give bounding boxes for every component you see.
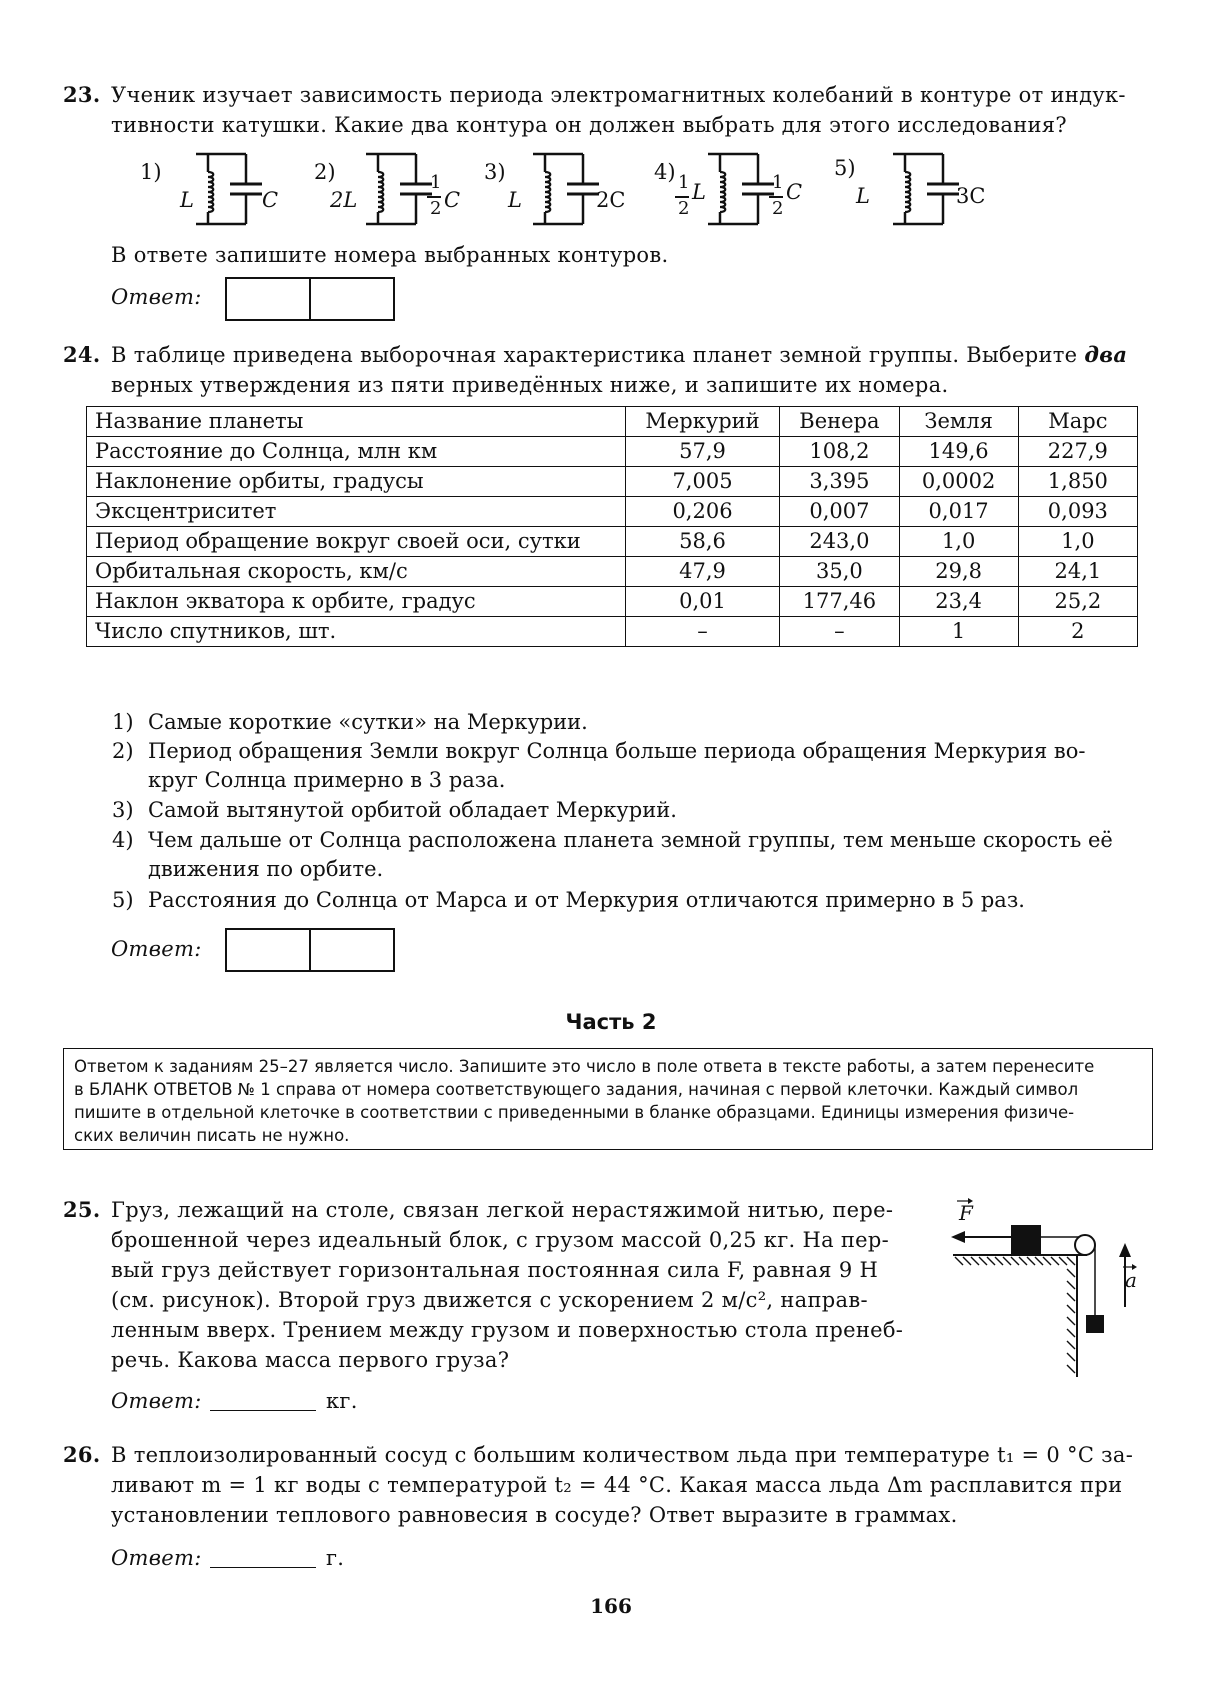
q24-text [63,340,1173,400]
q24-line2: верных утверждения из пяти приведённых ниже, и запишите их номера. [111,373,949,397]
q24-answer-label: Ответ: [111,937,202,961]
circuit-4-frac-num-right: 1 [772,172,784,193]
table-cell: Расстояние до Солнца, млн км [87,437,626,467]
table-cell: Эксцентриситет [87,497,626,527]
q24-number: 24. [63,342,101,367]
circuit-4-number: 4) [654,160,676,184]
q23-answer-cell-2[interactable] [309,279,393,319]
table-cell: 0,017 [899,497,1018,527]
q23-answer-box[interactable] [225,277,395,321]
part2-info-box [63,1048,1153,1150]
q24-answer-box[interactable] [225,928,395,972]
circuit-2-frac-den: 2 [430,198,442,219]
info-line: ских величин писать не нужно. [74,1126,350,1145]
circuit-3 [533,154,599,224]
table-cell: 7,005 [625,467,780,497]
circuit-4-left: L [692,180,706,204]
info-line: в БЛАНК ОТВЕТОВ № 1 справа от номера соответствующего задания, начиная с первой клеточки. Каждый символ [74,1080,1079,1099]
statement-1: 1) Самые короткие «сутки» на Меркурии. [112,710,588,734]
table-row [87,497,1138,527]
q26-answer-label: Ответ: [111,1546,202,1570]
table-cell: 1 [899,617,1018,647]
q23-instruction: В ответе запишите номера выбранных контуров. [111,243,669,267]
table-cell: 149,6 [899,437,1018,467]
table-cell: 2 [1018,617,1137,647]
table-cell: 108,2 [780,437,899,467]
statement-2: 2) Период обращения Земли вокруг Солнца больше периода обращения Меркурия во- круг Солнца примерно в 3 раза. [112,739,1086,792]
q26-line: установлении теплового равновесия в сосуде? Ответ выразите в граммах. [111,1503,958,1527]
q25-answer-label: Ответ: [111,1389,202,1413]
table-cell: 35,0 [780,557,899,587]
table-row [87,527,1138,557]
table-cell: 243,0 [780,527,899,557]
table-cell: – [780,617,899,647]
table-row [87,617,1138,647]
table-cell: 0,01 [625,587,780,617]
statement-3: 3) Самой вытянутой орбитой обладает Меркурий. [112,798,677,822]
table-cell: 177,46 [780,587,899,617]
circuit-2-number: 2) [314,160,336,184]
circuit-1-number: 1) [140,160,162,184]
q24-line1: В таблице приведена выборочная характеристика планет земной группы. Выберите [111,343,1078,367]
circuit-2 [366,154,432,224]
q25-line: вый груз действует горизонтальная постоянная сила F, равная 9 Н [111,1258,879,1282]
block-2 [1086,1315,1104,1333]
q25-line: ленным вверх. Трением между грузом и поверхностью стола пренеб- [111,1318,904,1342]
q25-line: (см. рисунок). Второй груз движется с ускорением 2 м/с², направ- [111,1288,868,1312]
table-cell: 1,850 [1018,467,1137,497]
table-cell: – [625,617,780,647]
q26-answer-line[interactable] [210,1567,316,1568]
table-cell: 23,4 [899,587,1018,617]
q23-text [63,80,1173,140]
circuit-1-left: L [180,188,194,212]
table-row [87,557,1138,587]
q23-line2: тивности катушки. Какие два контура он должен выбрать для этого исследования? [111,113,1067,137]
pulley [1075,1235,1095,1255]
table-cell: 1,0 [899,527,1018,557]
circuit-3-number: 3) [484,160,506,184]
circuit-4-right: C [786,180,803,204]
part2-title: Часть 2 [565,1010,657,1034]
q26-answer-unit: г. [326,1546,345,1570]
circuit-1-right: C [262,188,279,212]
table-header: Меркурий [625,407,780,437]
circuit-1 [196,154,262,224]
table-header: Земля [899,407,1018,437]
table-row [87,437,1138,467]
table-cell: 29,8 [899,557,1018,587]
statement-5: 5) Расстояния до Солнца от Марса и от Меркурия отличаются примерно в 5 раз. [112,888,1025,912]
circuit-3-right: 2C [596,188,626,212]
page-number: 166 [590,1594,632,1618]
force-label: F [959,1201,973,1225]
circuit-4-frac-den-left: 2 [678,198,690,219]
circuit-4 [708,154,774,224]
block-1 [1011,1225,1041,1255]
table-cell: 0,007 [780,497,899,527]
q24-answer-cell-1[interactable] [227,930,309,970]
table-cell: Наклон экватора к орбите, градус [87,587,626,617]
q23-answer-label: Ответ: [111,285,202,309]
table-cell: 227,9 [1018,437,1137,467]
accel-label: a [1125,1268,1137,1292]
q26-text [63,1440,1173,1530]
table-cell: Число спутников, шт. [87,617,626,647]
table-cell: Орбитальная скорость, км/с [87,557,626,587]
q23-answer-cell-1[interactable] [227,279,309,319]
table-cell: 25,2 [1018,587,1137,617]
table-cell: Наклонение орбиты, градусы [87,467,626,497]
circuit-5-right: 3C [956,184,986,208]
table-row [87,587,1138,617]
table-row [87,467,1138,497]
q24-answer-cell-2[interactable] [309,930,393,970]
circuit-4-frac-num-left: 1 [678,172,690,193]
circuit-4-frac-den-right: 2 [772,198,784,219]
table-header: Венера [780,407,899,437]
circuit-5-left: L [856,184,870,208]
table-cell: 24,1 [1018,557,1137,587]
table-cell: 58,6 [625,527,780,557]
table-cell: 0,206 [625,497,780,527]
q26-line: ливают m = 1 кг воды с температурой t₂ = 44 °С. Какая масса льда Δm расплавится при [111,1473,1123,1497]
table-header-row [87,407,1138,437]
table-cell: 3,395 [780,467,899,497]
circuit-2-frac-num: 1 [430,172,442,193]
q23-line1: Ученик изучает зависимость периода электромагнитных колебаний в контуре от индук- [111,83,1126,107]
q25-line: Груз, лежащий на столе, связан легкой нерастяжимой нитью, пере- [111,1198,894,1222]
info-line: пишите в отдельной клеточке в соответствии с приведенными в бланке образцами. Единицы измерения физиче- [74,1103,1075,1122]
circuit-3-left: L [508,188,522,212]
q24-emphasis: два [1084,342,1128,367]
info-line: Ответом к заданиям 25–27 является число. Запишите это число в поле ответа в тексте работы, а затем перенесите [74,1057,1095,1076]
circuit-2-left: 2L [330,188,358,212]
q25-line: брошенной через идеальный блок, с грузом массой 0,25 кг. На пер- [111,1228,890,1252]
pulley-figure [945,1195,1155,1380]
q25-line: речь. Какова масса первого груза? [111,1348,510,1372]
circuit-2-right: C [444,188,461,212]
table-cell: Период обращение вокруг своей оси, сутки [87,527,626,557]
q25-answer-unit: кг. [326,1389,358,1413]
q25-number: 25. [63,1197,101,1222]
table-cell: 0,093 [1018,497,1137,527]
circuit-5 [893,154,959,224]
planets-table [86,406,1138,647]
circuit-5-number: 5) [834,156,856,180]
q23-number: 23. [63,82,101,107]
q26-number: 26. [63,1442,101,1467]
q26-line: В теплоизолированный сосуд с большим количеством льда при температуре t₁ = 0 °С за- [111,1443,1134,1467]
table-cell: 57,9 [625,437,780,467]
table-cell: 0,0002 [899,467,1018,497]
table-cell: 47,9 [625,557,780,587]
q25-answer-line[interactable] [210,1410,316,1411]
statement-4: 4) Чем дальше от Солнца расположена планета земной группы, тем меньше скорость её движения по орбите. [112,828,1113,881]
table-cell: 1,0 [1018,527,1137,557]
table-header: Название планеты [87,407,626,437]
q25-text [63,1195,943,1375]
table-header: Марс [1018,407,1137,437]
